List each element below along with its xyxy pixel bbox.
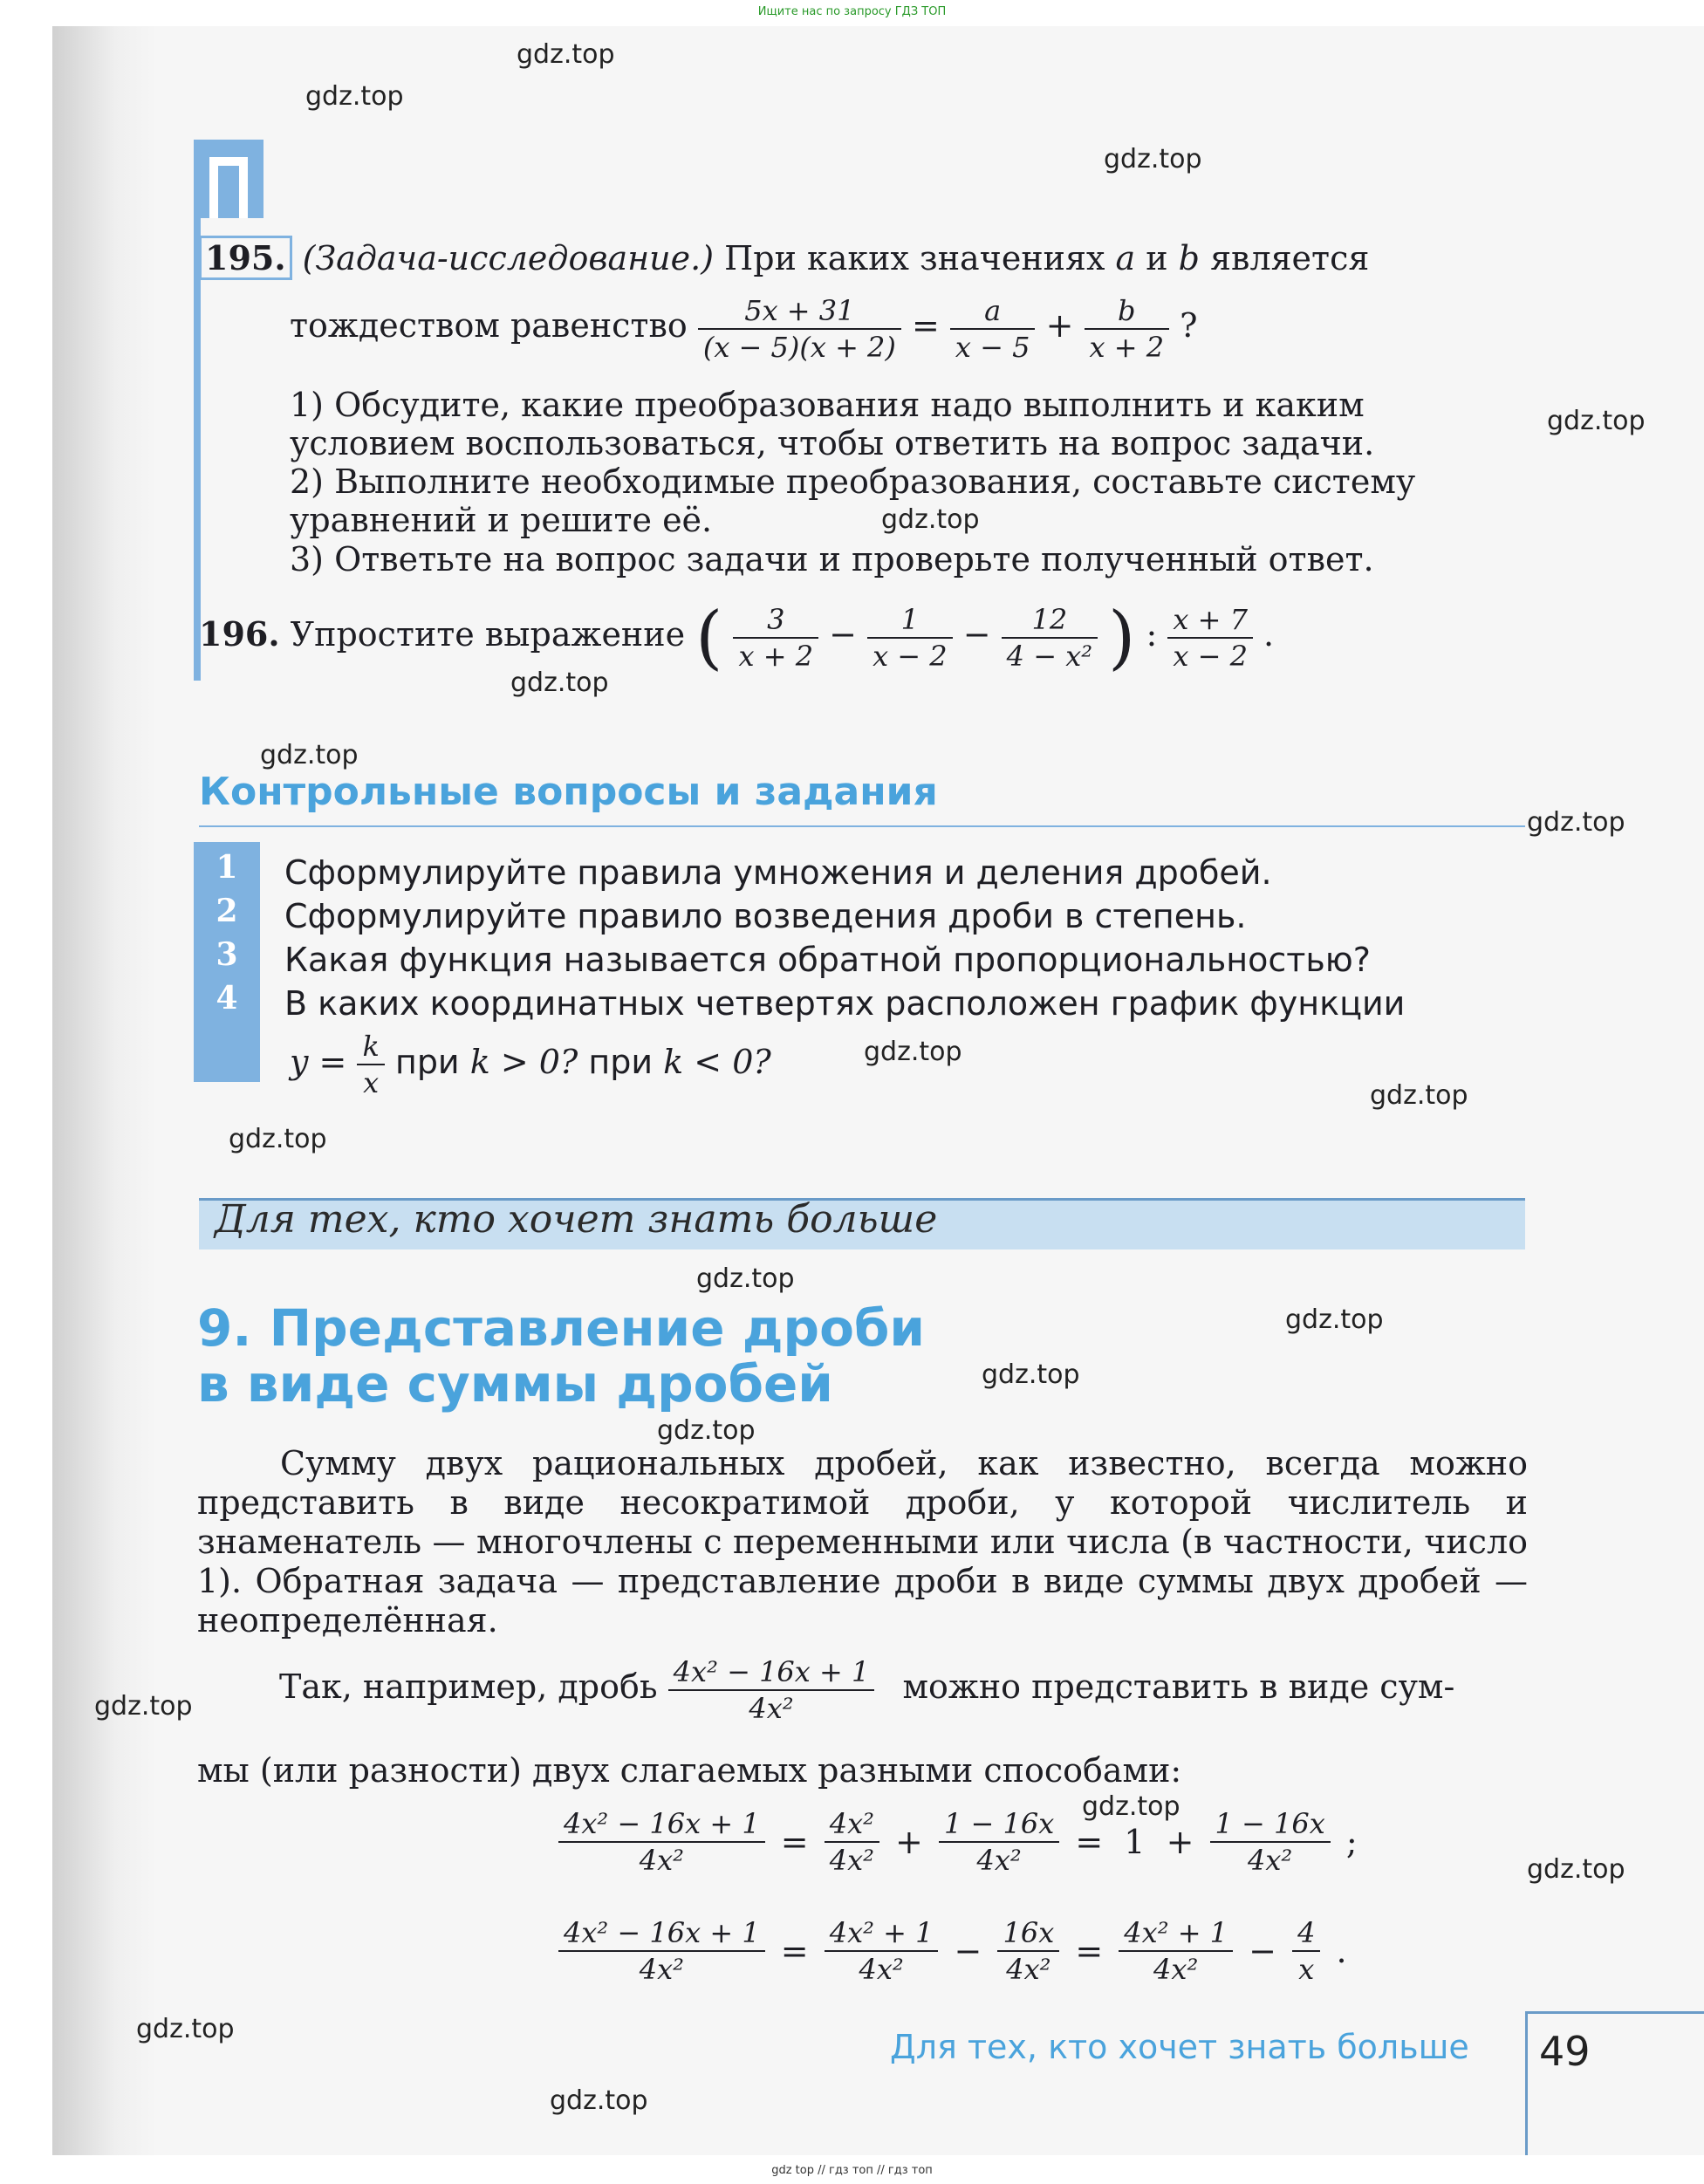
numerator: 1 − 16x: [1210, 1806, 1331, 1843]
formula-lhs: y =: [290, 1043, 347, 1081]
numerator: 5x + 31: [698, 293, 901, 330]
question-item: Какая функция называется обратной пропорциональностью?: [284, 941, 1371, 979]
denominator: 4x²: [1153, 1953, 1199, 1986]
bottom-note: gdz top // гдз топ // гдз топ: [771, 2164, 933, 2177]
watermark: gdz.top: [1547, 406, 1646, 436]
fraction: [1119, 1915, 1233, 1987]
numerator: a: [950, 293, 1036, 330]
numerator: 16x: [997, 1915, 1059, 1952]
numerator: 1: [867, 602, 953, 639]
equals-sign: =: [780, 1823, 809, 1861]
numerator: x + 7: [1167, 602, 1253, 639]
fraction: [825, 1915, 939, 1987]
numerator: 12: [1002, 602, 1098, 639]
number-one: 1: [1124, 1823, 1146, 1861]
fraction: [1002, 602, 1098, 674]
denominator: x + 2: [1089, 330, 1165, 364]
watermark: gdz.top: [136, 2014, 235, 2044]
watermark: gdz.top: [864, 1037, 962, 1067]
watermark: gdz.top: [881, 504, 980, 535]
colon-sign: :: [1146, 615, 1158, 654]
paragraph-text: Так, например, дробь: [279, 1667, 658, 1706]
fraction: [1167, 602, 1253, 674]
numerator: 1 − 16x: [939, 1806, 1059, 1843]
variable-b: b: [1178, 239, 1200, 277]
denominator: 4x²: [1006, 1953, 1051, 1986]
numerator: k: [357, 1029, 384, 1065]
watermark: gdz.top: [305, 81, 404, 112]
step-2a: 2) Выполните необходимые преобразования, составьте систему: [290, 462, 1416, 501]
right-paren: ): [1108, 596, 1136, 678]
condition: k > 0?: [469, 1043, 578, 1081]
question-formula: [290, 1026, 771, 1100]
fraction: [698, 293, 901, 365]
page-spine-shadow: [52, 26, 157, 2155]
watermark: gdz.top: [517, 39, 615, 70]
left-paren: (: [695, 596, 723, 678]
equation-2: [558, 1915, 1352, 1987]
question-number: 1: [216, 849, 238, 886]
task-text: является: [1210, 239, 1370, 277]
denominator: 4x²: [639, 1844, 684, 1877]
minus-sign: −: [962, 615, 991, 654]
denominator: (x − 5)(x + 2): [702, 330, 896, 364]
equation-1: [558, 1806, 1363, 1878]
page-number: 49: [1539, 2028, 1591, 2075]
fraction: [357, 1029, 384, 1100]
fraction: [733, 602, 818, 674]
watermark: gdz.top: [229, 1124, 327, 1154]
step-1b: условием воспользоваться, чтобы ответить на вопрос задачи.: [290, 424, 1375, 462]
question-number-column: [194, 842, 260, 1082]
control-questions-title: Контрольные вопросы и задания: [199, 770, 938, 814]
footer-rule: [1525, 2011, 1704, 2014]
question-item: Сформулируйте правило возведения дроби в степень.: [284, 897, 1247, 935]
denominator: 4x²: [1248, 1844, 1293, 1877]
condition: k < 0?: [663, 1043, 771, 1081]
numerator: 4x² − 16x + 1: [558, 1806, 765, 1843]
fraction: [1292, 1915, 1320, 1987]
task-text: При каких значениях: [724, 239, 1105, 277]
denominator: 4x²: [976, 1844, 1022, 1877]
watermark: gdz.top: [1527, 1854, 1625, 1885]
watermark: gdz.top: [1285, 1304, 1384, 1335]
numerator: b: [1085, 293, 1170, 330]
numerator: 3: [733, 602, 818, 639]
numerator: 4: [1292, 1915, 1320, 1952]
numerator: 4x² − 16x + 1: [668, 1654, 875, 1691]
equals-sign: =: [911, 306, 940, 345]
question-number: 2: [216, 893, 238, 929]
numerator: 4x²: [825, 1806, 879, 1843]
paragraph-text: можно представить в виде сум-: [902, 1667, 1455, 1706]
variable-a: a: [1115, 239, 1136, 277]
watermark: gdz.top: [1104, 144, 1202, 175]
denominator: 4 − x²: [1006, 639, 1093, 673]
fraction: [950, 293, 1036, 365]
task-label: (Задача-исследование.): [302, 239, 715, 277]
watermark: gdz.top: [1370, 1080, 1468, 1111]
plus-sign: +: [895, 1823, 923, 1861]
footer-rule: [1525, 2011, 1528, 2155]
semicolon: ;: [1345, 1823, 1358, 1861]
step-1a: 1) Обсудите, какие преобразования надо выполнить и каким: [290, 386, 1365, 424]
watermark: gdz.top: [1082, 1791, 1180, 1822]
fraction: [1085, 293, 1170, 365]
fraction: [668, 1654, 875, 1726]
numerator: 4x² + 1: [825, 1915, 939, 1952]
letter-p-badge-icon: [194, 140, 263, 218]
task-195-identity: [290, 288, 1198, 365]
watermark: gdz.top: [657, 1415, 756, 1446]
task-196: [199, 596, 1275, 678]
paragraph-text: мы (или разности) двух слагаемых разными способами:: [197, 1751, 1182, 1790]
minus-sign: −: [829, 615, 857, 654]
question-mark: ?: [1180, 306, 1198, 345]
numerator: 4x² − 16x + 1: [558, 1915, 765, 1952]
more-section-title: Для тех, кто хочет знать больше: [215, 1197, 938, 1242]
paragraph-example: [279, 1649, 1454, 1726]
question-number: 4: [216, 980, 238, 1017]
section-title-line: в виде суммы дробей: [197, 1354, 833, 1414]
paragraph: [197, 1444, 1528, 1640]
section-title: [197, 1300, 925, 1412]
running-footer: Для тех, кто хочет знать больше: [890, 2028, 1469, 2066]
watermark: gdz.top: [550, 2085, 648, 2116]
question-item: Сформулируйте правила умножения и деления дробей.: [284, 853, 1272, 892]
watermark: gdz.top: [510, 668, 609, 698]
step-3: 3) Ответьте на вопрос задачи и проверьте полученный ответ.: [290, 540, 1374, 579]
top-note: Ищите нас по запросу ГДЗ ТОП: [757, 5, 947, 18]
fraction: [997, 1915, 1059, 1987]
question-text: при: [588, 1043, 654, 1081]
period: .: [1336, 1932, 1347, 1970]
fraction: [1210, 1806, 1331, 1878]
watermark: gdz.top: [982, 1359, 1080, 1390]
denominator: x − 2: [873, 639, 948, 673]
watermark: gdz.top: [696, 1263, 795, 1294]
paragraph-text: Сумму двух рациональных дробей, как известно, всегда можно представить в виде несократимой дроби, у которой числитель и знаменатель — многочлены с переменными или числа (в частности, число 1). Обратная задача — представление дроби в виде суммы двух дробей — неопределённая.: [197, 1444, 1528, 1640]
denominator: 4x²: [639, 1953, 684, 1986]
task-text: тождеством равенство: [290, 306, 688, 345]
equals-sign: =: [780, 1932, 809, 1970]
section-title-line: 9. Представление дроби: [197, 1298, 926, 1358]
conjunction: и: [1146, 239, 1168, 277]
denominator: x: [1298, 1953, 1315, 1986]
task-number: 195.: [199, 236, 292, 280]
question-item: В каких координатных четвертях расположен график функции: [284, 984, 1406, 1023]
task-text: Упростите выражение: [290, 615, 686, 654]
fraction: [867, 602, 953, 674]
equals-sign: =: [1075, 1823, 1104, 1861]
denominator: x − 5: [955, 330, 1030, 364]
denominator: x + 2: [738, 639, 814, 673]
task-195-line1: [199, 239, 1369, 277]
period: .: [1263, 615, 1275, 654]
minus-sign: −: [1249, 1932, 1276, 1970]
title-underline: [199, 825, 1525, 827]
question-number: 3: [216, 936, 238, 973]
minus-sign: −: [954, 1932, 982, 1970]
watermark: gdz.top: [94, 1691, 193, 1722]
fraction: [825, 1806, 879, 1878]
denominator: 4x²: [829, 1844, 874, 1877]
fraction: [558, 1915, 765, 1987]
plus-sign: +: [1166, 1823, 1194, 1861]
step-2b: уравнений и решите её.: [290, 501, 713, 539]
fraction: [558, 1806, 765, 1878]
denominator: 4x²: [859, 1953, 904, 1986]
question-text: при: [394, 1043, 460, 1081]
denominator: 4x²: [749, 1691, 794, 1725]
watermark: gdz.top: [1527, 807, 1625, 838]
watermark: gdz.top: [260, 740, 359, 770]
equals-sign: =: [1075, 1932, 1104, 1970]
numerator: 4x² + 1: [1119, 1915, 1233, 1952]
fraction: [939, 1806, 1059, 1878]
denominator: x − 2: [1173, 639, 1248, 673]
denominator: x: [363, 1065, 380, 1099]
plus-sign: +: [1045, 306, 1074, 345]
task-number: 196.: [199, 614, 280, 654]
